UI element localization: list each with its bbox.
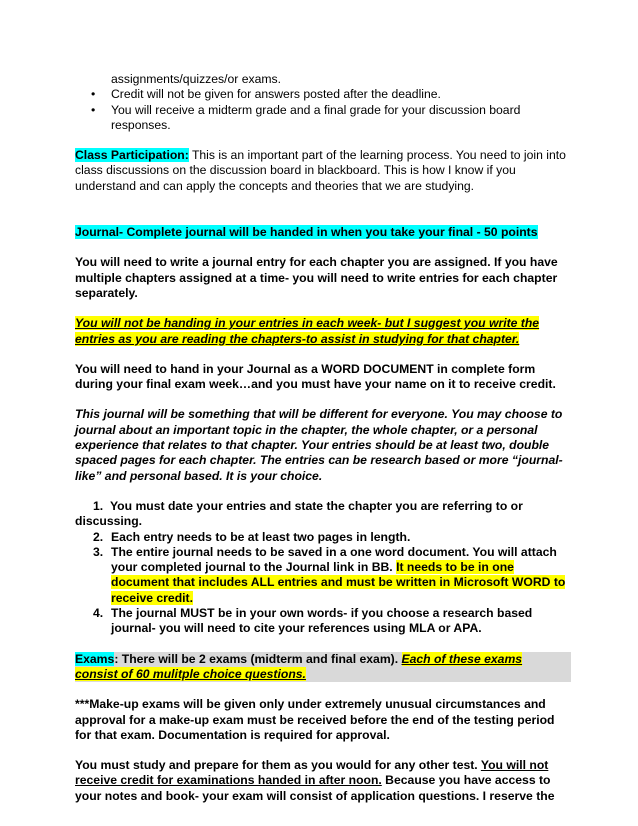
journal-paragraph-4: This journal will be something that will be different for everyone. You may choose to journal about an important topic in the chapter, the whole chapter, or a personal experience that relates to that chapter. Your entries should be at least two, double spaced pages for each chapter. The entries can be research based or more “journal-like” and personal based. It is your choice. xyxy=(75,407,563,483)
bullet-item xyxy=(75,87,567,102)
continuation-line: assignments/quizzes/or exams. xyxy=(111,72,282,86)
exams-label: Exams xyxy=(75,651,115,666)
exams-text: : There will be 2 exams (midterm and final exam). xyxy=(114,651,402,666)
makeup-exams-paragraph: ***Make-up exams will be given only under extremely unusual circumstances and approval for a make-up exam must be received before the end of the testing period for that exam. Documentation is required for approval. xyxy=(75,697,555,742)
journal-numbered-list xyxy=(75,499,567,637)
exams-highlight: Each of these exams consist of 60 mulitple choice questions. xyxy=(75,651,523,681)
class-participation-paragraph xyxy=(75,148,567,194)
numbered-item xyxy=(75,499,567,530)
journal-heading xyxy=(75,225,567,240)
class-participation-label: Class Participation: xyxy=(75,148,189,163)
document-content xyxy=(75,72,567,804)
item-highlight: It needs to be in one document that includes ALL entries and must be written in Microsoft WORD to receive credit. xyxy=(111,560,566,605)
item-text: You must date your entries and state the chapter you are referring to or discussing. xyxy=(75,498,523,529)
journal-heading-text: Journal- Complete journal will be handed in when you take your final - 50 points xyxy=(75,225,538,240)
item-number: 2. xyxy=(93,529,104,544)
bullet-text: Credit will not be given for answers posted after the deadline. xyxy=(111,87,441,102)
item-number: 1. xyxy=(93,498,104,513)
bullet-text: You will receive a midterm grade and a final grade for your discussion board responses. xyxy=(111,102,521,132)
bullet-item xyxy=(75,103,567,134)
item-text: The journal MUST be in your own words- if you choose a research based journal- you will need to cite your references using MLA or APA. xyxy=(111,606,533,636)
study-paragraph xyxy=(75,758,567,804)
numbered-item xyxy=(75,530,567,545)
study-text-b: Because you have access to your notes and book- your exam will consist of application questions. I reserve the xyxy=(75,773,555,803)
item-text: Each entry needs to be at least two pages in length. xyxy=(111,529,411,544)
numbered-item xyxy=(75,545,567,606)
study-text-a: You must study and prepare for them as you would for any other test. xyxy=(75,758,481,773)
journal-paragraph-2-text: You will not be handing in your entries in each week- but I suggest you write the entries as you are reading the chapters-to assist in studying for that chapter. xyxy=(75,316,540,346)
class-participation-text: This is an important part of the learning process. You need to join into class discussions on the discussion board in blackboard. This is how I know if you understand and can apply the concepts and theories that we are studying. xyxy=(75,148,566,193)
item-number: 3. xyxy=(93,544,104,559)
item-number: 4. xyxy=(93,606,104,621)
journal-paragraph-3: You will need to hand in your Journal as a WORD DOCUMENT in complete form during your final exam week…and you must have your name on it to receive credit. xyxy=(75,361,556,392)
bullet-glyph: • xyxy=(91,87,96,102)
journal-paragraph-1: You will need to write a journal entry for each chapter you are assigned. If you have multiple chapters assigned at a time- you will need to write entries for each chapter separately. xyxy=(75,255,558,300)
item-text: The entire journal needs to be saved in a one word document. You will attach your completed journal to the Journal link in BB. xyxy=(111,544,557,575)
exams-paragraph xyxy=(75,652,571,683)
bullet-list xyxy=(75,87,567,133)
study-text-underlined: You will not receive credit for examinations handed in after noon. xyxy=(75,758,549,788)
journal-paragraph-2 xyxy=(75,316,567,347)
numbered-item xyxy=(75,606,567,637)
bullet-glyph: • xyxy=(91,102,96,117)
